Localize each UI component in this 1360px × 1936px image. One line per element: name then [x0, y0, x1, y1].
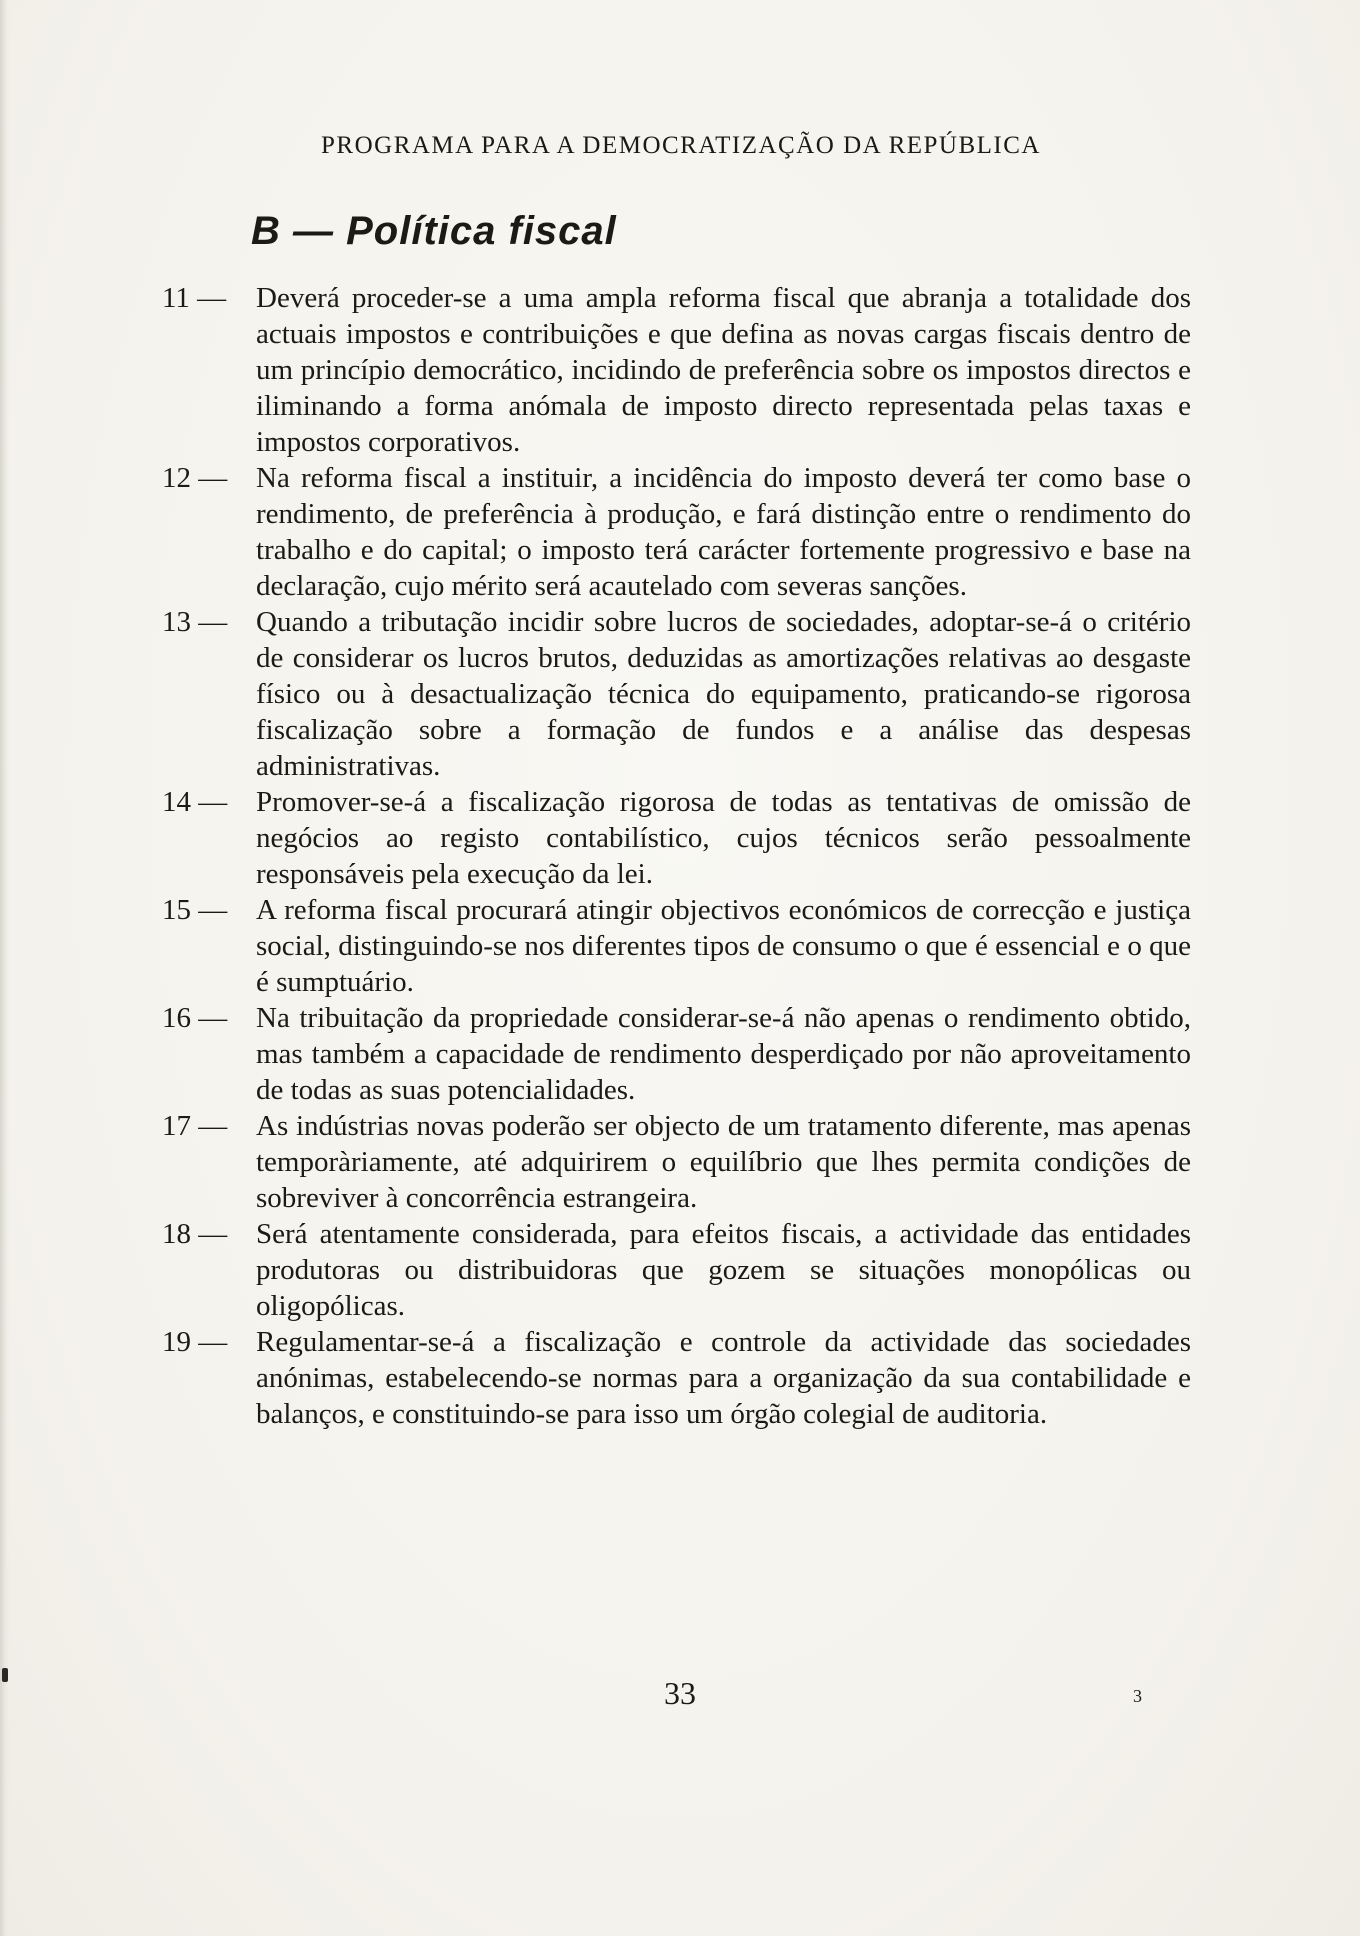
list-item [162, 460, 1192, 604]
list-item [162, 1000, 1192, 1108]
item-number: 18 — [162, 1218, 228, 1250]
running-head: PROGRAMA PARA A DEMOCRATIZAÇÃO DA REPÚBLICA [321, 132, 1041, 159]
list-item [162, 784, 1192, 892]
item-number: 19 — [162, 1326, 228, 1358]
item-number: 13 — [162, 606, 228, 638]
item-number: 17 — [162, 1110, 228, 1142]
list-item [162, 1324, 1192, 1432]
item-text: Regulamentar-se-á a fiscalização e controle da actividade das sociedades anónimas, estabelecendo-se normas para a organização da sua contabilidade e balanços, e constituindo-se para isso um órgão colegial de auditoria. [256, 1326, 1191, 1430]
item-text: Na tribuitação da propriedade considerar-se-á não apenas o rendimento obtido, mas também a capacidade de rendimento desperdiçado por não aproveitamento de todas as suas potencialidades. [256, 1002, 1191, 1106]
scan-edge [0, 0, 10, 1936]
item-number: 15 — [162, 894, 228, 926]
item-text: Na reforma fiscal a instituir, a incidência do imposto deverá ter como base o rendimento, de preferência à produção, e fará distinção entre o rendimento do trabalho e do capital; o imposto terá carácter fortemente progressivo e base na declaração, cujo mérito será acautelado com severas sanções. [256, 462, 1191, 602]
item-text: Promover-se-á a fiscalização rigorosa de todas as tentativas de omissão de negócios ao registo contabilístico, cujos técnicos serão pessoalmente responsáveis pela execução da lei. [256, 786, 1191, 890]
item-text: A reforma fiscal procurará atingir objectivos económicos de correcção e justiça social, distinguindo-se nos diferentes tipos de consumo o que é essencial e o que é sumptuário. [256, 894, 1191, 998]
signature-mark: 3 [1133, 1686, 1142, 1706]
list-item [162, 1216, 1192, 1324]
item-text: Será atentamente considerada, para efeitos fiscais, a actividade das entidades produtoras ou distribuidoras que gozem se situações monopólicas ou oligopólicas. [256, 1218, 1191, 1322]
item-number: 12 — [162, 462, 228, 494]
item-text: Quando a tributação incidir sobre lucros de sociedades, adoptar-se-á o critério de considerar os lucros brutos, deduzidas as amortizações relativas ao desgaste físico ou à desactualização técnica do equipamento, praticando-se rigorosa fiscalização sobre a formação de fundos e a análise das despesas administrativas. [256, 606, 1191, 782]
item-text: As indústrias novas poderão ser objecto de um tratamento diferente, mas apenas temporàriamente, até adquirirem o equilíbrio que lhes permita condições de sobreviver à concorrência estrangeira. [256, 1110, 1191, 1214]
item-text: Deverá proceder-se a uma ampla reforma fiscal que abranja a totalidade dos actuais impostos e contribuições e que defina as novas cargas fiscais dentro de um princípio democrático, incidindo de preferência sobre os impostos directos e iliminando a forma anómala de imposto directo representada pelas taxas e impostos corporativos. [256, 282, 1191, 458]
section-title: B — Política fiscal [251, 209, 617, 253]
list-item [162, 280, 1192, 460]
scan-edge-mark [2, 1668, 8, 1682]
item-number: 11 — [162, 282, 227, 314]
list-item [162, 892, 1192, 1000]
item-number: 16 — [162, 1002, 228, 1034]
item-list [162, 280, 1192, 1432]
list-item [162, 1108, 1192, 1216]
page-number: 33 [664, 1675, 696, 1711]
item-number: 14 — [162, 786, 228, 818]
list-item [162, 604, 1192, 784]
